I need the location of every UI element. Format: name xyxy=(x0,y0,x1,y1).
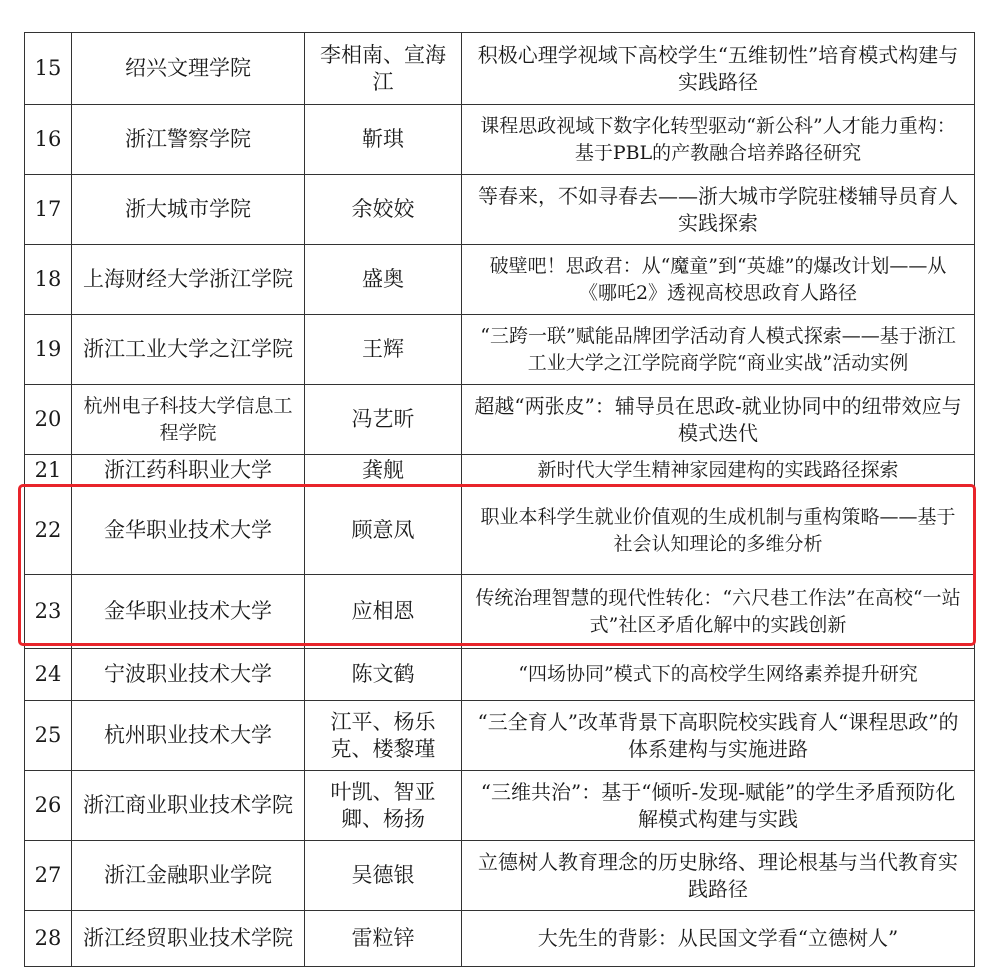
school-cell: 浙江经贸职业技术学院 xyxy=(72,911,305,967)
author-cell: 余姣姣 xyxy=(305,175,462,245)
title-cell: “三全育人”改革背景下高职院校实践育人“课程思政”的体系建构与实施进路 xyxy=(462,701,975,771)
table-row xyxy=(25,649,975,701)
author-cell: 江平、杨乐克、楼黎瑾 xyxy=(305,701,462,771)
table-row xyxy=(25,841,975,911)
school-cell: 金华职业技术大学 xyxy=(72,487,305,575)
row-number: 27 xyxy=(25,841,72,911)
author-cell: 冯艺昕 xyxy=(305,385,462,455)
row-number: 21 xyxy=(25,455,72,487)
author-cell: 吴德银 xyxy=(305,841,462,911)
school-cell: 浙江工业大学之江学院 xyxy=(72,315,305,385)
row-number: 15 xyxy=(25,33,72,105)
row-number: 28 xyxy=(25,911,72,967)
author-cell: 盛奥 xyxy=(305,245,462,315)
school-cell: 浙江金融职业学院 xyxy=(72,841,305,911)
school-cell: 上海财经大学浙江学院 xyxy=(72,245,305,315)
school-cell: 浙江商业职业技术学院 xyxy=(72,771,305,841)
table-row xyxy=(25,33,975,105)
title-cell: 等春来，不如寻春去——浙大城市学院驻楼辅导员育人实践探索 xyxy=(462,175,975,245)
school-cell: 绍兴文理学院 xyxy=(72,33,305,105)
table-row xyxy=(25,575,975,649)
table-row xyxy=(25,175,975,245)
school-cell: 金华职业技术大学 xyxy=(72,575,305,649)
results-table xyxy=(24,32,975,967)
title-cell: 积极心理学视域下高校学生“五维韧性”培育模式构建与实践路径 xyxy=(462,33,975,105)
table-row xyxy=(25,105,975,175)
school-cell: 浙大城市学院 xyxy=(72,175,305,245)
author-cell: 王辉 xyxy=(305,315,462,385)
author-cell: 陈文鹤 xyxy=(305,649,462,701)
table-row xyxy=(25,911,975,967)
title-cell: “三跨一联”赋能品牌团学活动育人模式探索——基于浙江工业大学之江学院商学院“商业实战”活动实例 xyxy=(462,315,975,385)
table-row xyxy=(25,245,975,315)
author-cell: 靳琪 xyxy=(305,105,462,175)
row-number: 20 xyxy=(25,385,72,455)
school-cell: 宁波职业技术大学 xyxy=(72,649,305,701)
author-cell: 李相南、宣海江 xyxy=(305,33,462,105)
school-cell: 浙江药科职业大学 xyxy=(72,455,305,487)
title-cell: “四场协同”模式下的高校学生网络素养提升研究 xyxy=(462,649,975,701)
row-number: 24 xyxy=(25,649,72,701)
author-cell: 叶凯、智亚卿、杨扬 xyxy=(305,771,462,841)
row-number: 17 xyxy=(25,175,72,245)
table-row xyxy=(25,771,975,841)
row-number: 16 xyxy=(25,105,72,175)
title-cell: 职业本科学生就业价值观的生成机制与重构策略——基于社会认知理论的多维分析 xyxy=(462,487,975,575)
author-cell: 应相恩 xyxy=(305,575,462,649)
title-cell: 立德树人教育理念的历史脉络、理论根基与当代教育实践路径 xyxy=(462,841,975,911)
row-number: 23 xyxy=(25,575,72,649)
title-cell: 超越“两张皮”：辅导员在思政-就业协同中的纽带效应与模式迭代 xyxy=(462,385,975,455)
school-cell: 浙江警察学院 xyxy=(72,105,305,175)
row-number: 22 xyxy=(25,487,72,575)
title-cell: “三维共治”：基于“倾听-发现-赋能”的学生矛盾预防化解模式构建与实践 xyxy=(462,771,975,841)
table-row xyxy=(25,315,975,385)
title-cell: 传统治理智慧的现代性转化：“六尺巷工作法”在高校“一站式”社区矛盾化解中的实践创新 xyxy=(462,575,975,649)
school-cell: 杭州职业技术大学 xyxy=(72,701,305,771)
row-number: 26 xyxy=(25,771,72,841)
row-number: 19 xyxy=(25,315,72,385)
title-cell: 课程思政视域下数字化转型驱动“新公科”人才能力重构：基于PBL的产教融合培养路径研究 xyxy=(462,105,975,175)
title-cell: 破壁吧！思政君：从“魔童”到“英雄”的爆改计划——从《哪吒2》透视高校思政育人路径 xyxy=(462,245,975,315)
author-cell: 顾意凤 xyxy=(305,487,462,575)
school-cell: 杭州电子科技大学信息工程学院 xyxy=(72,385,305,455)
title-cell: 新时代大学生精神家园建构的实践路径探索 xyxy=(462,455,975,487)
table-row xyxy=(25,455,975,487)
table-row xyxy=(25,701,975,771)
table-row xyxy=(25,487,975,575)
title-cell: 大先生的背影：从民国文学看“立德树人” xyxy=(462,911,975,967)
author-cell: 龚舰 xyxy=(305,455,462,487)
row-number: 18 xyxy=(25,245,72,315)
author-cell: 雷粒锌 xyxy=(305,911,462,967)
table-row xyxy=(25,385,975,455)
row-number: 25 xyxy=(25,701,72,771)
